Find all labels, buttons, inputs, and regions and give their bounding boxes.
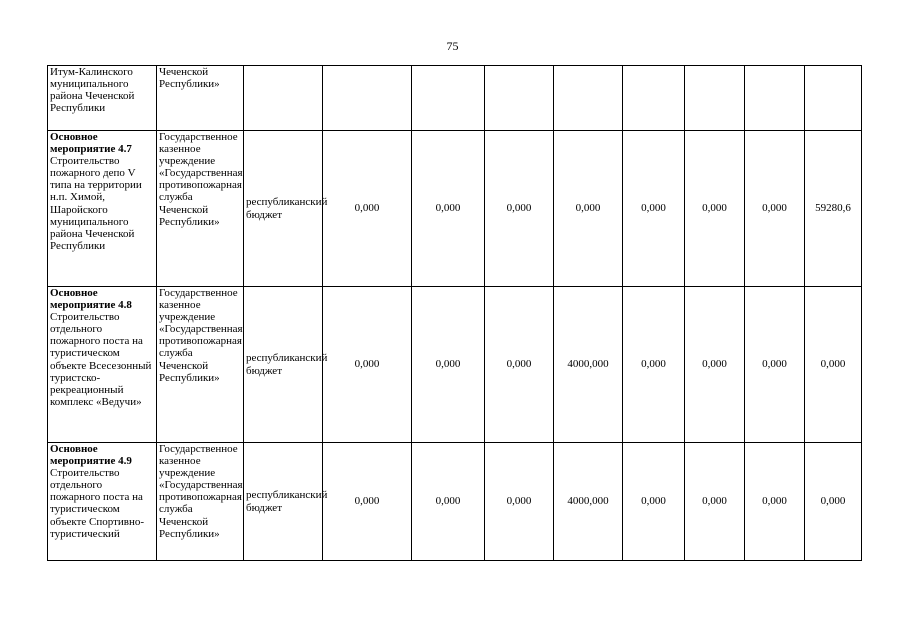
executor-cell <box>157 131 244 287</box>
activity-description: Строительство пожарного депо V типа на территории н.п. Химой, Шаройского муниципального района Чеченской Республики <box>50 155 142 252</box>
value-cell: 0,000 <box>485 443 554 561</box>
empty-cell <box>805 66 862 131</box>
value-cell: 0,000 <box>554 131 623 287</box>
empty-cell <box>485 66 554 131</box>
value-cell: 0,000 <box>745 287 805 443</box>
value-cell: 0,000 <box>623 443 685 561</box>
value-cell: 0,000 <box>685 287 745 443</box>
activity-title: Основное мероприятие 4.8 <box>50 287 132 312</box>
value-cell: 0,000 <box>323 443 412 561</box>
continuation-name-cell <box>48 66 157 131</box>
empty-cell <box>685 66 745 131</box>
value-cell: 0,000 <box>323 287 412 443</box>
budget-table <box>47 65 862 561</box>
value-cell: 0,000 <box>685 443 745 561</box>
value-cell: 0,000 <box>805 443 862 561</box>
executor-text: Государственное казенное учреждение «Государственная противопожарная служба Чеченской Республики» <box>159 131 243 228</box>
value-cell: 0,000 <box>323 131 412 287</box>
value-cell: 4000,000 <box>554 443 623 561</box>
table-row <box>48 287 862 443</box>
continuation-name-text: Итум-Калинского муниципального района Чеченской Республики <box>50 66 135 115</box>
executor-text: Государственное казенное учреждение «Государственная противопожарная служба Чеченской Республики» <box>159 443 243 540</box>
value-cell: 0,000 <box>745 443 805 561</box>
empty-cell <box>244 66 323 131</box>
value-cell: 0,000 <box>412 443 485 561</box>
value-cell: 4000,000 <box>554 287 623 443</box>
activity-title: Основное мероприятие 4.7 <box>50 131 132 156</box>
empty-cell <box>623 66 685 131</box>
value-cell: 0,000 <box>745 131 805 287</box>
value-cell: 0,000 <box>805 287 862 443</box>
value-cell: 0,000 <box>485 131 554 287</box>
empty-cell <box>412 66 485 131</box>
value-cell: 0,000 <box>685 131 745 287</box>
value-cell: 0,000 <box>412 287 485 443</box>
value-cell: 0,000 <box>623 131 685 287</box>
activity-cell <box>48 287 157 443</box>
budget-cell: республиканский бюджет <box>244 443 323 561</box>
empty-cell <box>745 66 805 131</box>
activity-cell <box>48 131 157 287</box>
page-number: 75 <box>446 39 459 53</box>
continuation-executor-text: Чеченской Республики» <box>159 66 220 91</box>
empty-cell <box>554 66 623 131</box>
table-row <box>48 443 862 561</box>
continuation-row <box>48 66 862 131</box>
budget-cell: республиканский бюджет <box>244 287 323 443</box>
activity-title: Основное мероприятие 4.9 <box>50 443 132 468</box>
activity-description: Строительство отдельного пожарного поста на туристическом объекте Спортивно-туристический <box>50 467 145 540</box>
activity-cell <box>48 443 157 561</box>
executor-cell <box>157 287 244 443</box>
continuation-executor-cell <box>157 66 244 131</box>
value-cell: 0,000 <box>485 287 554 443</box>
executor-cell <box>157 443 244 561</box>
budget-cell: республиканский бюджет <box>244 131 323 287</box>
value-cell: 0,000 <box>412 131 485 287</box>
value-cell: 59280,6 <box>805 131 862 287</box>
executor-text: Государственное казенное учреждение «Государственная противопожарная служба Чеченской Республики» <box>159 287 243 384</box>
activity-description: Строительство отдельного пожарного поста на туристическом объекте Всесезонный туристско-рекреационный комплекс «Ведучи» <box>50 311 152 408</box>
value-cell: 0,000 <box>623 287 685 443</box>
table-row <box>48 131 862 287</box>
empty-cell <box>323 66 412 131</box>
